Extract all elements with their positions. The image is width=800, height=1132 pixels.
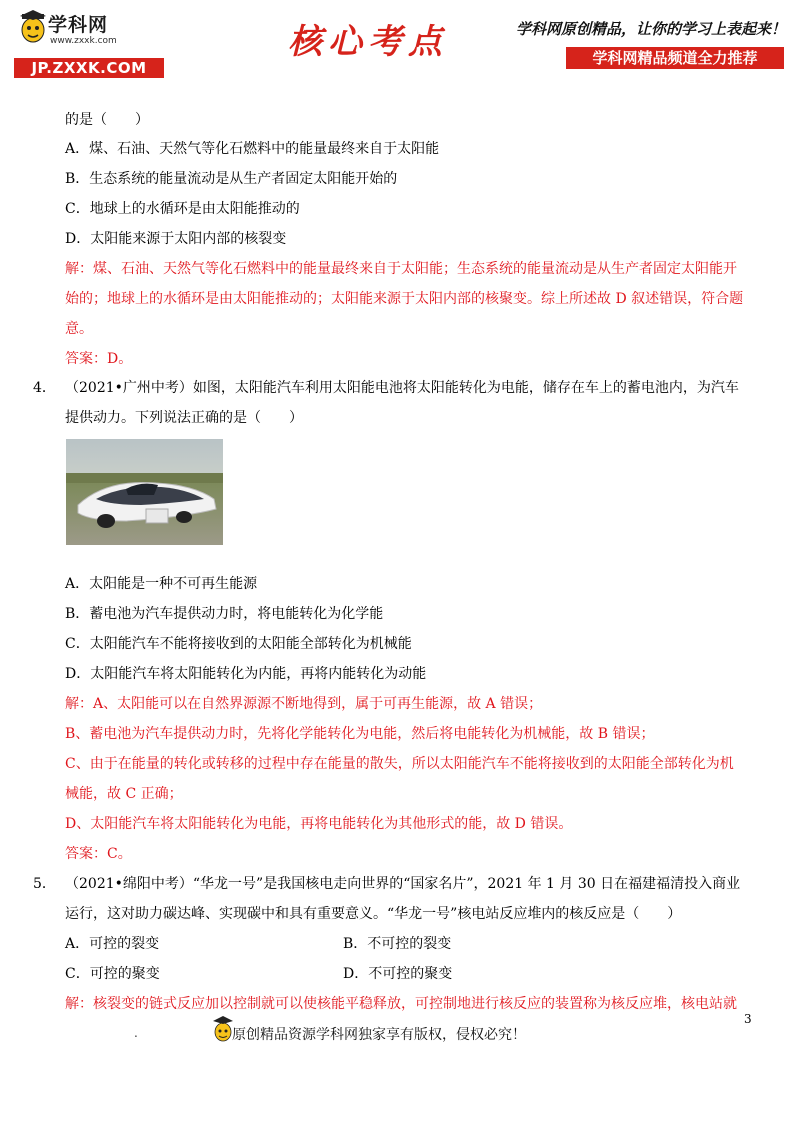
q4-solution-line: B、蓄电池为汽车提供动力时，先将化学能转化为电能，然后将电能转化为机械能，故 B 错误；: [65, 726, 655, 742]
mascot-icon: [18, 10, 48, 44]
q4-solution-line: C、由于在能量的转化或转移的过程中存在能量的散失，所以太阳能汽车不能将接收到的太阳能全部转化为机: [65, 756, 734, 772]
q4-answer: 答案：C。: [65, 846, 132, 862]
q5-option-d: D．不可控的聚变: [343, 966, 453, 982]
site-logo[interactable]: [10, 8, 160, 77]
q5-stem-line: （2021•绵阳中考）“华龙一号”是我国核电走向世界的“国家名片”，2021 年 1 月 30 日在福建福清投入商业: [65, 876, 741, 892]
copyright-notice: 原创精品资源学科网独家享有版权，侵权必究！: [232, 1027, 526, 1043]
header-slogan: 学科网原创精品，让你的学习上表起来！: [516, 20, 787, 38]
q4-stem-line: 提供动力。下列说法正确的是（ ）: [65, 410, 303, 426]
q4-option-b: B．蓄电池为汽车提供动力时，将电能转化为化学能: [65, 606, 384, 622]
q3-option-d: D．太阳能来源于太阳内部的核裂变: [65, 231, 287, 247]
logo-text: 学科网: [48, 14, 109, 36]
q3-option-a: A．煤、石油、天然气等化石燃料中的能量最终来自于太阳能: [65, 141, 440, 157]
solar-car-photo: [66, 439, 223, 545]
q4-solution-line: 解：A、太阳能可以在自然界源源不断地得到，属于可再生能源，故 A 错误；: [65, 696, 543, 712]
q5-stem-line: 运行，这对助力碳达峰、实现碳中和具有重要意义。“华龙一号”核电站反应堆内的核反应是（ ）: [65, 906, 682, 922]
q3-answer: 答案：D。: [65, 351, 133, 367]
q4-solution-line: D、太阳能汽车将太阳能转化为电能，再将电能转化为其他形式的能，故 D 错误。: [65, 816, 573, 832]
mascot-icon: [212, 1014, 234, 1044]
header-title: 核心考点: [288, 22, 448, 62]
q5-number: 5．: [33, 876, 56, 892]
q5-option-c: C．可控的聚变: [65, 966, 160, 982]
q4-solution-line: 械能，故 C 正确；: [65, 786, 183, 802]
q4-number: 4．: [33, 380, 56, 396]
channel-banner: 学科网精品频道全力推荐: [566, 47, 784, 69]
q5-solution-line: 解：核裂变的链式反应加以控制就可以使核能平稳释放，可控制地进行核反应的装置称为核反应堆，核电站就: [65, 996, 737, 1012]
q3-solution-line: 意。: [65, 321, 93, 337]
q3-option-c: C．地球上的水循环是由太阳能推动的: [65, 201, 300, 217]
q5-option-a: A．可控的裂变: [65, 936, 160, 952]
q3-lead: 的是（ ）: [65, 112, 149, 128]
footer-dot: .: [134, 1026, 138, 1040]
q4-stem-line: （2021•广州中考）如图，太阳能汽车利用太阳能电池将太阳能转化为电能，储存在车上的蓄电池内，为汽车: [65, 380, 739, 396]
q4-option-c: C．太阳能汽车不能将接收到的太阳能全部转化为机械能: [65, 636, 412, 652]
page-number: 3: [744, 1012, 752, 1026]
q4-option-a: A．太阳能是一种不可再生能源: [65, 576, 258, 592]
logo-url-small: www.zxxk.com: [50, 36, 117, 46]
logo-banner: JP.ZXXK.COM: [14, 58, 164, 78]
q4-option-d: D．太阳能汽车将太阳能转化为内能，再将内能转化为动能: [65, 666, 427, 682]
q3-option-b: B．生态系统的能量流动是从生产者固定太阳能开始的: [65, 171, 398, 187]
q3-solution-line: 解：煤、石油、天然气等化石燃料中的能量最终来自于太阳能；生态系统的能量流动是从生产者固定太阳能开: [65, 261, 737, 277]
q3-solution-line: 始的；地球上的水循环是由太阳能推动的；太阳能来源于太阳内部的核聚变。综上所述故 D 叙述错误，符合题: [65, 291, 744, 307]
q5-option-b: B．不可控的裂变: [343, 936, 452, 952]
